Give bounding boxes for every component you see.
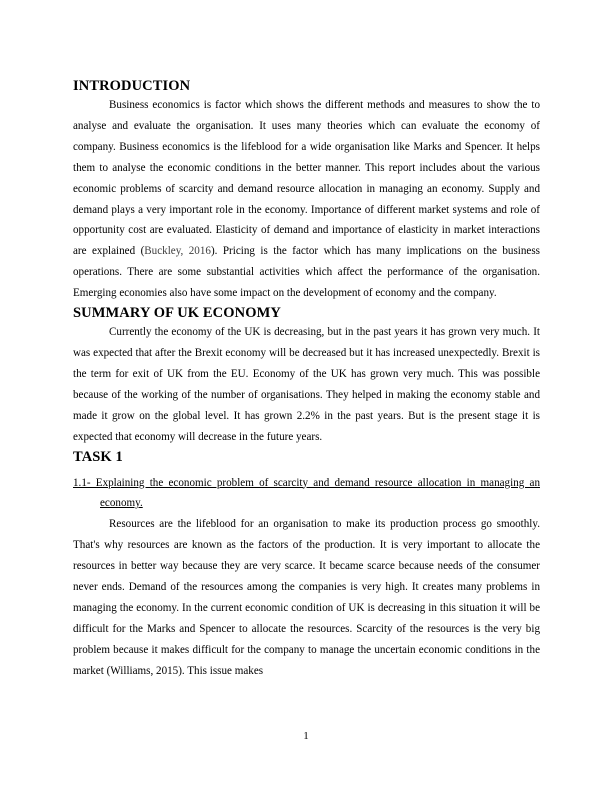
- introduction-text-start: Business economics is factor which shows the different methods and measures to show the to analyse and evaluate the organisation. It uses many theories which can evaluate the economy of company. Business economics is the lifeblood for a wide organisation like Marks and Spencer. It helps them to analyse the economic conditions in the better manner. This report includes about the various economic problems of scarcity and demand resource allocation in managing an economy. Supply and demand plays a very important role in the economy. Importance of different market systems and role of opportunity cost are evaluated. Elasticity of demand and importance of elasticity in market interactions are explained (: [73, 99, 540, 258]
- task1-subheading: [73, 473, 540, 515]
- introduction-heading: INTRODUCTION: [73, 78, 191, 94]
- summary-paragraph: Currently the economy of the UK is decreasing, but in the past years it has grown very much. It was expected that after the Brexit economy will be decreased but it has increased unexpectedly. Brexit is the term for exit of UK from the EU. Economy of the UK has grown very much. This was possible because of the working of the number of organisations. They helped in making the economy stable and made it grow on the global level. It has grown 2.2% in the past years. But is the present stage it is expected that economy will decrease in the future years.: [73, 326, 540, 443]
- task1-subheading-text: 1.1- Explaining the economic problem of scarcity and demand resource allocation in managing an economy.: [73, 476, 540, 510]
- introduction-paragraph: [73, 95, 540, 304]
- introduction-citation: Buckley, 2016: [144, 245, 211, 258]
- task1-paragraph: Resources are the lifeblood for an organisation to make its production process go smoothly. That's why resources are known as the factors of the production. It is very important to allocate the resources in better way because they are very scarce. It became scarce because needs of the consumer never ends. Demand of the resources among the companies is very high. It creates many problems in managing the economy. In the current economic condition of UK is decreasing in this situation it will be difficult for the Marks and Spencer to allocate the resources. Scarcity of the resources is the very big problem because it makes difficult for the company to manage the uncertain economic conditions in the market (Williams, 2015). This issue makes: [73, 518, 540, 677]
- introduction-text-end: ). Pricing is the factor which has many implications on the business operations. There are some substantial activities which affect the performance of the organisation. Emerging economies also have some impact on the development of economy and the company.: [73, 245, 540, 300]
- summary-heading: SUMMARY OF UK ECONOMY: [73, 305, 281, 322]
- document-page: [73, 77, 540, 682]
- page-number: 1: [303, 730, 309, 742]
- task1-heading: TASK 1: [73, 448, 123, 465]
